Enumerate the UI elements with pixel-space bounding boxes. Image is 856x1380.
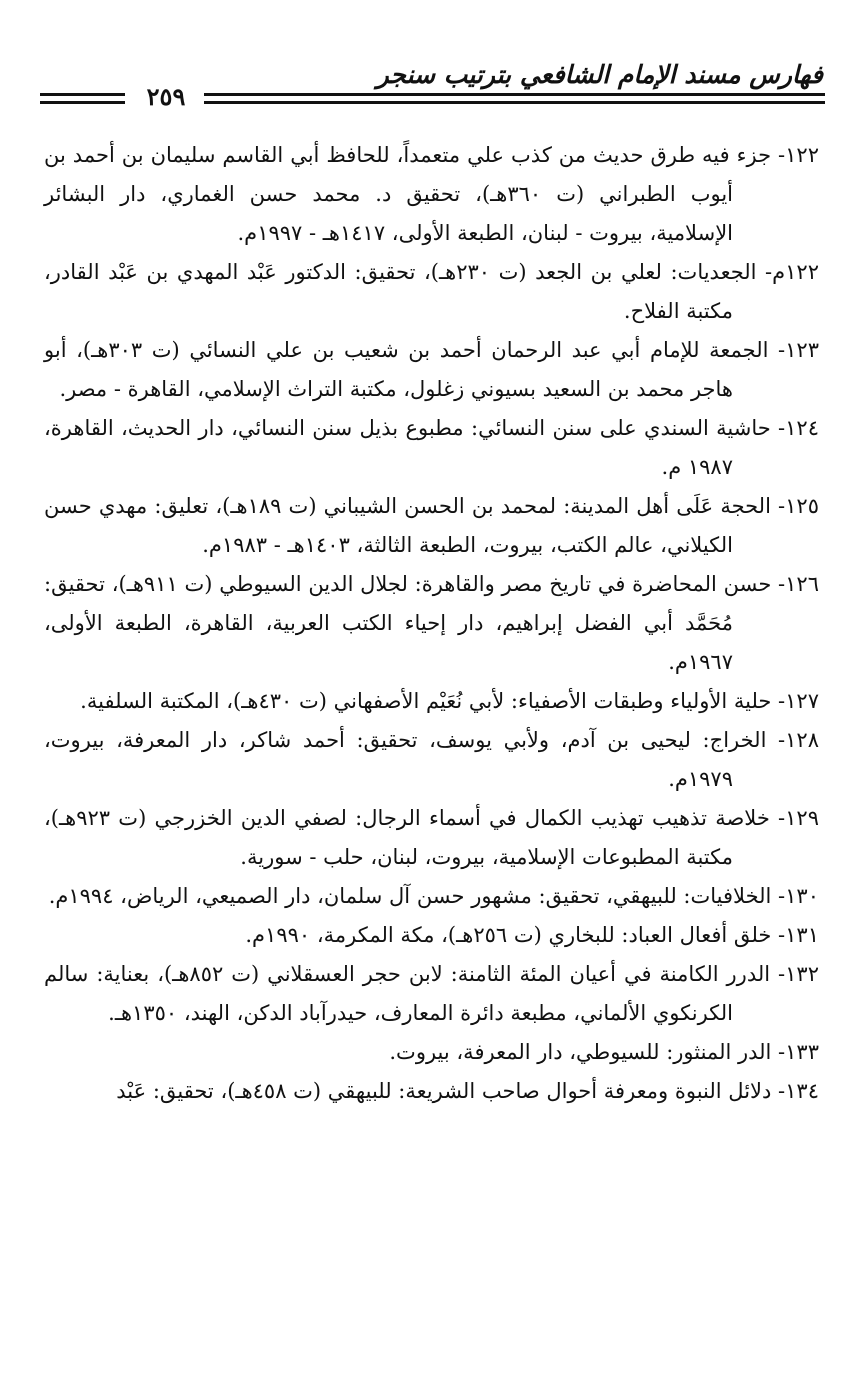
entry-124: ١٢٤- حاشية السندي على سنن النسائي: مطبوع بذيل سنن النسائي، دار الحديث، القاهرة، ١٩٨٧ م.: [44, 416, 819, 479]
page-header: [40, 52, 825, 110]
entry-132: ١٣٢- الدرر الكامنة في أعيان المئة الثامنة: لابن حجر العسقلاني (ت ٨٥٢هـ)، بعناية: سالم الكرنكوي الألماني، مطبعة دائرة المعارف، حيدرآباد الدكن، الهند، ١٣٥٠هـ.: [44, 962, 819, 1025]
header-rule-right: [204, 93, 825, 104]
entry-129: ١٢٩- خلاصة تذهيب تهذيب الكمال في أسماء الرجال: لصفي الدين الخزرجي (ت ٩٢٣هـ)، مكتبة المطبوعات الإسلامية، بيروت، لبنان، حلب - سورية.: [44, 806, 819, 869]
entry-131: ١٣١- خلق أفعال العباد: للبخاري (ت ٢٥٦هـ)، مكة المكرمة، ١٩٩٠م.: [245, 923, 819, 947]
entry-134: ١٣٤- دلائل النبوة ومعرفة أحوال صاحب الشريعة: للبيهقي (ت ٤٥٨هـ)، تحقيق: عَبْد: [116, 1079, 819, 1103]
header-rule-left: [40, 93, 125, 104]
entry-122m: ١٢٢م- الجعديات: لعلي بن الجعد (ت ٢٣٠هـ)، تحقيق: الدكتور عَبْد المهدي بن عَبْد القادر، مكتبة الفلاح.: [44, 260, 819, 323]
entry-130: ١٣٠- الخلافيات: للبيهقي، تحقيق: مشهور حسن آل سلمان، دار الصميعي، الرياض، ١٩٩٤م.: [48, 884, 819, 908]
entry-123: ١٢٣- الجمعة للإمام أبي عبد الرحمان أحمد بن شعيب بن علي النسائي (ت ٣٠٣هـ)، أبو هاجر محمد بن السعيد بسيوني زغلول، مكتبة التراث الإسلامي، القاهرة - مصر.: [44, 338, 819, 401]
page-number: ٢٥٩: [146, 82, 186, 111]
entry-122: ١٢٢- جزء فيه طرق حديث من كذب علي متعمداً، للحافظ أبي القاسم سليمان بن أحمد بن أيوب الطبراني (ت ٣٦٠هـ)، تحقيق د. محمد حسن الغماري، دار البشائر الإسلامية، بيروت - لبنان، الطبعة الأولى، ١٤١٧هـ - ١٩٩٧م.: [44, 143, 819, 245]
bibliography-list: [44, 136, 819, 1111]
entry-127: ١٢٧- حلية الأولياء وطبقات الأصفياء: لأبي نُعَيْم الأصفهاني (ت ٤٣٠هـ)، المكتبة السلفية.: [80, 689, 819, 713]
entry-126: ١٢٦- حسن المحاضرة في تاريخ مصر والقاهرة: لجلال الدين السيوطي (ت ٩١١هـ)، تحقيق: مُحَمَّد أبي الفضل إبراهيم، دار إحياء الكتب العربية، القاهرة، الطبعة الأولى، ١٩٦٧م.: [44, 572, 819, 674]
entry-128: ١٢٨- الخراج: ليحيى بن آدم، ولأبي يوسف، تحقيق: أحمد شاكر، دار المعرفة، بيروت، ١٩٧٩م.: [44, 728, 819, 791]
entry-125: ١٢٥- الحجة عَلَى أهل المدينة: لمحمد بن الحسن الشيباني (ت ١٨٩هـ)، تعليق: مهدي حسن الكيلاني، عالم الكتب، بيروت، الطبعة الثالثة، ١٤٠٣هـ - ١٩٨٣م.: [44, 494, 819, 557]
running-title: فهارس مسند الإمام الشافعي بترتيب سنجر: [376, 60, 823, 89]
entry-133: ١٣٣- الدر المنثور: للسيوطي، دار المعرفة، بيروت.: [389, 1040, 819, 1064]
